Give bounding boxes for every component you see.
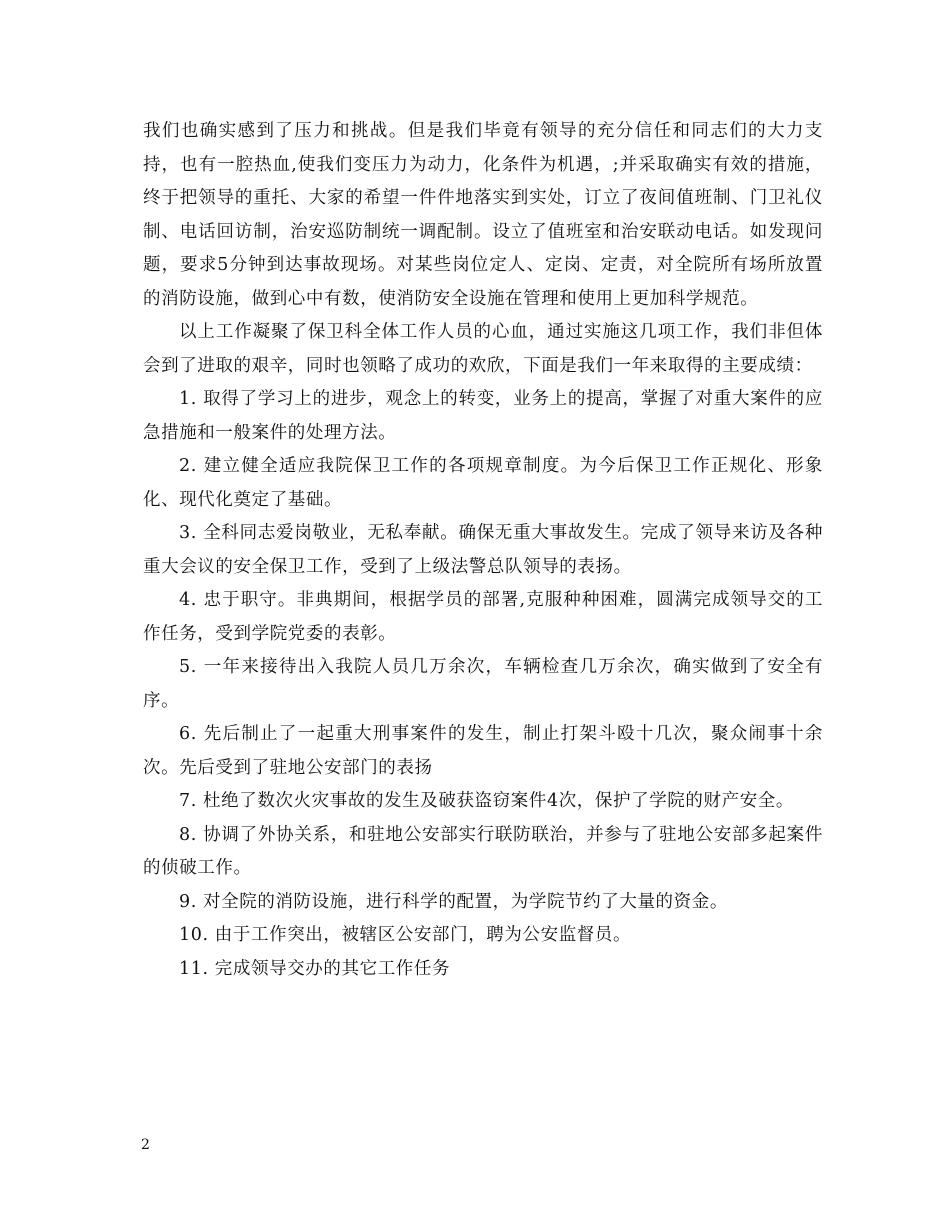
- achievement-item-10: 10. 由于工作突出，被辖区公安部门，聘为公安监督员。: [179, 925, 632, 945]
- document-body: [143, 115, 823, 986]
- achievement-item-5: 5. 一年来接待出入我院人员几万余次，车辆检查几万余次，确实做到了安全有序。: [143, 657, 823, 711]
- paragraph-continuation: 我们也确实感到了压力和挑战。但是我们毕竟有领导的充分信任和同志们的大力支持，也有一腔热血,使我们变压力为动力，化条件为机遇，;并采取确实有效的措施，终于把领导的重托、大家的希望一件件地落实到实处，订立了夜间值班制、门卫礼仪制、电话回访制，治安巡防制统一调配制。设立了值班室和治安联动电话。如发现问题，要求5分钟到达事故现场。对某些岗位定人、定岗、定责，对全院所有场所放置的消防设施，做到心中有数，使消防安全设施在管理和使用上更加科学规范。: [143, 121, 823, 309]
- achievement-item-11: 11. 完成领导交办的其它工作任务: [179, 958, 451, 979]
- achievement-item-6: 6. 先后制止了一起重大刑事案件的发生，制止打架斗殴十几次，聚众闹事十余次。先后受到了驻地公安部门的表扬: [143, 724, 823, 778]
- paragraph-summary: 以上工作凝聚了保卫科全体工作人员的心血，通过实施这几项工作，我们非但体会到了进取的艰辛，同时也领略了成功的欢欣，下面是我们一年来取得的主要成绩：: [143, 322, 823, 376]
- page-number: 2: [141, 1137, 150, 1153]
- achievement-item-8: 8. 协调了外协关系，和驻地公安部实行联防联治，并参与了驻地公安部多起案件的侦破工作。: [143, 824, 823, 878]
- achievement-item-4: 4. 忠于职守。非典期间，根据学员的部署,克服种种困难，圆满完成领导交的工作任务，受到学院党委的表彰。: [143, 590, 823, 644]
- achievement-item-1: 1. 取得了学习上的进步，观念上的转变，业务上的提高，掌握了对重大案件的应急措施和一般案件的处理方法。: [143, 389, 823, 443]
- achievement-item-2: 2. 建立健全适应我院保卫工作的各项规章制度。为今后保卫工作正规化、形象化、现代化奠定了基础。: [143, 456, 823, 510]
- achievement-item-9: 9. 对全院的消防设施，进行科学的配置，为学院节约了大量的资金。: [179, 891, 728, 912]
- achievement-item-3: 3. 全科同志爱岗敬业，无私奉献。确保无重大事故发生。完成了领导来访及各种重大会议的安全保卫工作，受到了上级法警总队领导的表扬。: [143, 523, 823, 577]
- achievement-item-7: 7. 杜绝了数次火灾事故的发生及破获盗窃案件4次，保护了学院的财产安全。: [179, 791, 794, 811]
